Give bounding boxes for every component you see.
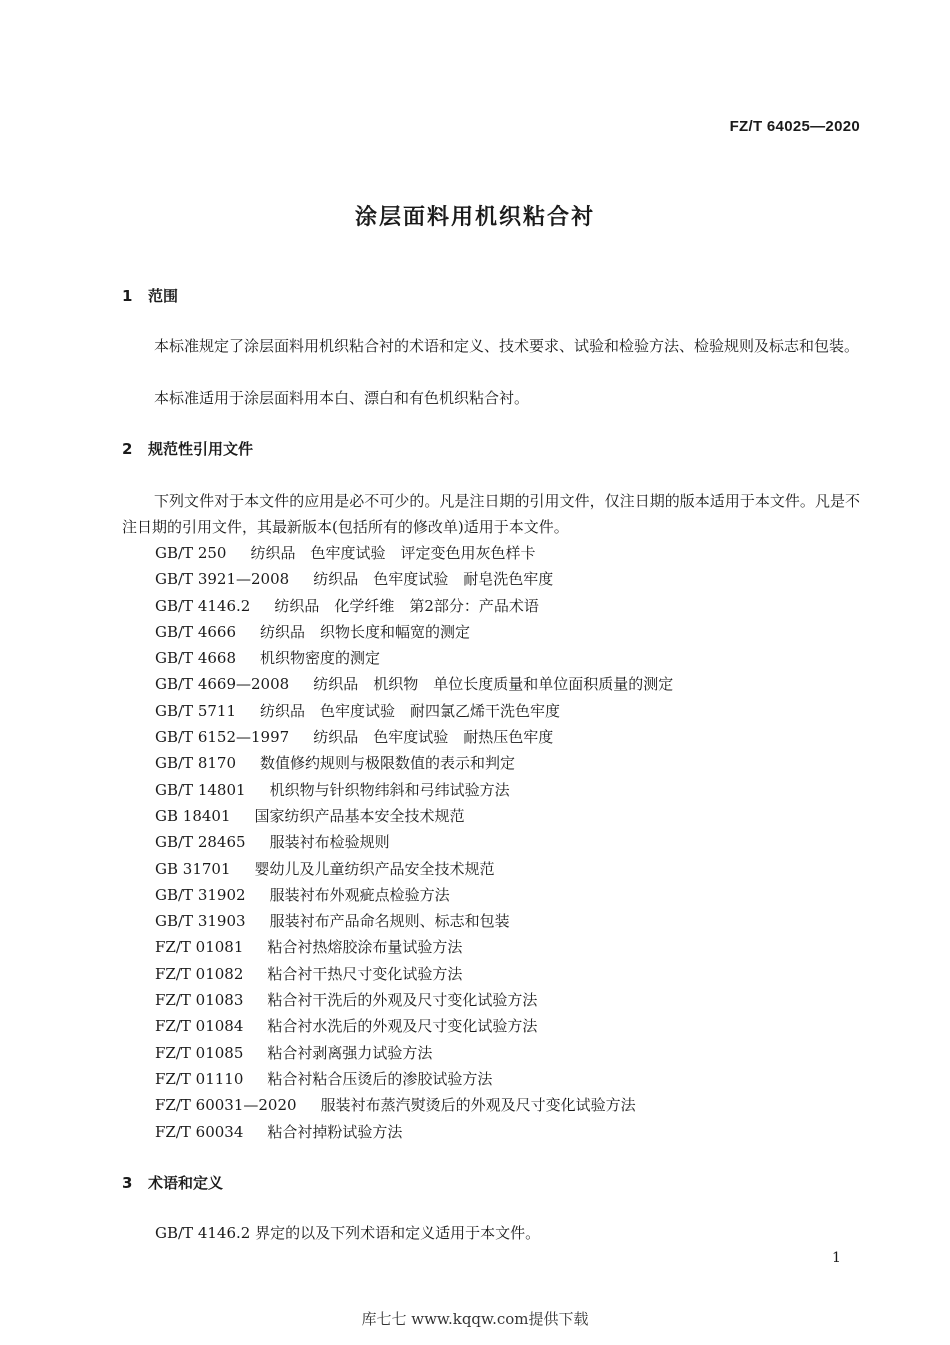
reference-title: 纺织品 色牢度试验 耐热压色牢度: [313, 728, 554, 747]
reference-item: [155, 671, 673, 697]
reference-item: [155, 934, 673, 960]
reference-code: FZ/T 60034: [155, 1122, 244, 1141]
reference-title: 数值修约规则与极限数值的表示和判定: [260, 754, 516, 773]
reference-title: 服装衬布蒸汽熨烫后的外观及尺寸变化试验方法: [320, 1096, 636, 1115]
reference-item: [155, 698, 673, 724]
reference-item: [155, 724, 673, 750]
reference-title: 粘合衬热熔胶涂布量试验方法: [267, 938, 463, 957]
section-number: 1: [122, 287, 133, 305]
reference-item: [155, 750, 673, 776]
section-1-heading: [122, 285, 178, 306]
reference-title: 纺织品 色牢度试验 评定变色用灰色样卡: [250, 544, 536, 562]
reference-code: FZ/T 01083: [155, 991, 244, 1010]
reference-title: 纺织品 化学纤维 第2部分：产品术语: [274, 596, 539, 615]
reference-code: GB/T 4668: [155, 649, 237, 668]
reference-item: [155, 803, 673, 829]
reference-code: GB/T 31902: [155, 885, 246, 904]
reference-item: [155, 829, 673, 855]
section-3-heading: [122, 1172, 223, 1193]
reference-title: 粘合衬掉粉试验方法: [267, 1122, 403, 1141]
reference-code: FZ/T 01081: [155, 938, 244, 957]
reference-item: [155, 856, 673, 882]
reference-item: [155, 961, 673, 987]
reference-code: GB/T 4666: [155, 622, 237, 641]
reference-item: [155, 619, 673, 645]
reference-title: 婴幼儿及儿童纺织产品安全技术规范: [254, 859, 495, 878]
reference-title: 纺织品 机织物 单位长度质量和单位面积质量的测定: [313, 675, 674, 694]
section-1-paragraph: 本标准适用于涂层面料用本白、漂白和有色机织粘合衬。: [154, 389, 530, 407]
reference-title: 粘合衬干热尺寸变化试验方法: [267, 964, 463, 983]
reference-code: GB/T 28465: [155, 833, 246, 852]
reference-code: GB/T 6152—1997: [155, 728, 290, 747]
reference-code: FZ/T 01085: [155, 1043, 244, 1062]
reference-code: GB/T 4146.2: [155, 596, 251, 615]
reference-item: [155, 987, 673, 1013]
reference-title: 粘合衬粘合压烫后的渗胶试验方法: [267, 1069, 493, 1088]
reference-title: 服装衬布产品命名规则、标志和包装: [269, 912, 510, 931]
reference-code: GB/T 250: [155, 544, 227, 562]
section-2-heading: [122, 438, 253, 459]
reference-title: 机织物密度的测定: [260, 649, 381, 668]
reference-title: 服装衬布外观疵点检验方法: [269, 885, 450, 904]
reference-code: GB/T 31903: [155, 912, 246, 931]
standard-code: FZ/T 64025—2020: [729, 118, 860, 135]
section-2-intro: 下列文件对于本文件的应用是必不可少的。凡是注日期的引用文件，仅注日期的版本适用于本文件。凡是不注日期的引用文件，其最新版本(包括所有的修改单)适用于本文件。: [122, 492, 860, 536]
reference-item: [155, 1092, 673, 1118]
section-title: 范围: [148, 287, 179, 305]
reference-item: [155, 1040, 673, 1066]
reference-code: FZ/T 01084: [155, 1017, 244, 1036]
section-number: 3: [122, 1174, 133, 1192]
reference-item: [155, 593, 673, 619]
reference-title: 纺织品 色牢度试验 耐四氯乙烯干洗色牢度: [260, 701, 561, 720]
reference-code: GB/T 5711: [155, 701, 237, 720]
reference-title: 纺织品 色牢度试验 耐皂洗色牢度: [313, 570, 554, 589]
section-3-intro: GB/T 4146.2 界定的以及下列术语和定义适用于本文件。: [155, 1224, 541, 1242]
section-number: 2: [122, 440, 133, 458]
reference-item: [155, 1013, 673, 1039]
reference-item: [155, 777, 673, 803]
reference-code: GB/T 3921—2008: [155, 570, 290, 589]
section-1-paragraph: 本标准规定了涂层面料用机织粘合衬的术语和定义、技术要求、试验和检验方法、检验规则及标志和包装。: [154, 337, 860, 355]
reference-code: GB 31701: [155, 859, 231, 878]
reference-item: [155, 645, 673, 671]
reference-code: GB 18401: [155, 806, 231, 825]
reference-item: [155, 1066, 673, 1092]
reference-title: 机织物与针织物纬斜和弓纬试验方法: [269, 780, 510, 799]
reference-code: FZ/T 01082: [155, 964, 244, 983]
reference-item: [155, 540, 673, 566]
reference-title: 服装衬布检验规则: [269, 833, 390, 852]
document-title: 涂层面料用机织粘合衬: [354, 205, 595, 230]
reference-item: [155, 882, 673, 908]
page-number: 1: [832, 1250, 841, 1266]
reference-code: GB/T 8170: [155, 754, 237, 773]
reference-title: 纺织品 织物长度和幅宽的测定: [260, 622, 471, 641]
reference-code: FZ/T 60031—2020: [155, 1096, 297, 1115]
reference-item: [155, 566, 673, 592]
reference-code: FZ/T 01110: [155, 1069, 244, 1088]
reference-title: 粘合衬水洗后的外观及尺寸变化试验方法: [267, 1017, 538, 1036]
section-title: 术语和定义: [148, 1174, 224, 1192]
reference-title: 粘合衬剥离强力试验方法: [267, 1043, 433, 1062]
footer-watermark: 库七七 www.kqqw.com提供下载: [361, 1310, 589, 1328]
reference-title: 国家纺织产品基本安全技术规范: [254, 806, 465, 825]
reference-code: GB/T 14801: [155, 780, 246, 799]
reference-title: 粘合衬干洗后的外观及尺寸变化试验方法: [267, 991, 538, 1010]
section-title: 规范性引用文件: [148, 440, 254, 458]
reference-item: [155, 908, 673, 934]
reference-list: [155, 540, 673, 1145]
reference-code: GB/T 4669—2008: [155, 675, 290, 694]
reference-item: [155, 1119, 673, 1145]
